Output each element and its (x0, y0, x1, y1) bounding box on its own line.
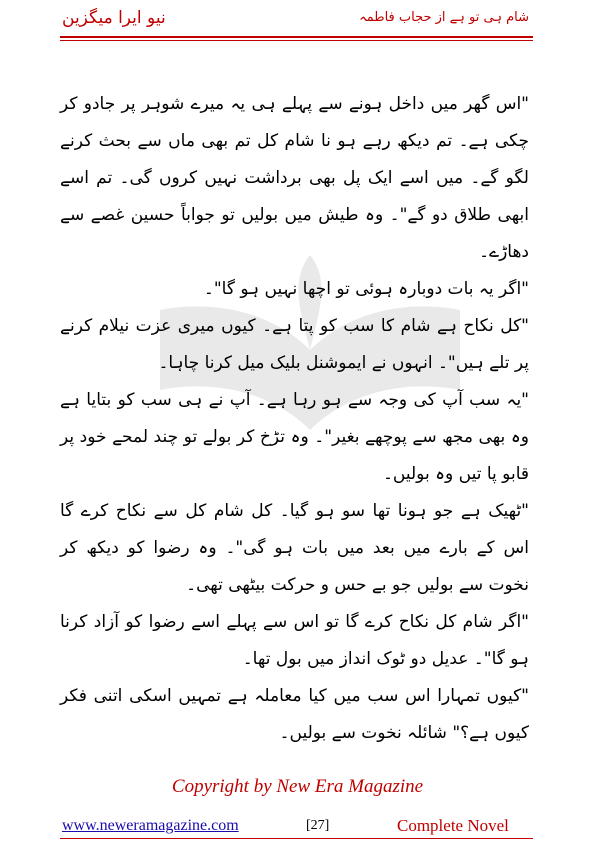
copyright-notice: Copyright by New Era Magazine (171, 776, 424, 797)
header-divider-thin (60, 40, 533, 41)
paragraph: "ٹھیک ہے جو ہونا تھا سو ہو گیا۔ کل شام کل سے نکاح کرے گا اس کے بارے میں بعد میں بات ہو گی"۔ وہ رضوا کو دیکھ کر نخوت سے بولیں جو بے حس و حرکت بیٹھی تھی۔ (60, 501, 529, 595)
story-body (60, 86, 529, 752)
website-link[interactable]: www.neweramagazine.com (62, 817, 239, 834)
paragraph: "اس گھر میں داخل ہونے سے پہلے ہی یہ میرے شوہر پر جادو کر چکی ہے۔ تم دیکھ رہے ہو نا شام کل تم بھی ماں سے بحث کرنے لگو گے۔ میں اسے ایک پل بھی برداشت نہیں کروں گی۔ تم اسے ابھی طلاق دو گے"۔ وہ طیش میں بولیں تو جواباً حسین غصے سے دھاڑے۔ (60, 94, 529, 262)
paragraph: "اگر یہ بات دوبارہ ہوئی تو اچھا نہیں ہو گا"۔ (203, 279, 529, 299)
novel-label: Complete Novel (397, 816, 509, 835)
header-divider (60, 36, 533, 38)
footer-divider (60, 838, 533, 839)
story-title: شام ہی تو ہے از حجاب فاطمہ (359, 10, 529, 25)
paragraph: "کل نکاح ہے شام کا سب کو پتا ہے۔ کیوں میری عزت نیلام کرنے پر تلے ہیں"۔ انہوں نے ایموشنل بلیک میل کرنا چاہا۔ (60, 316, 529, 373)
paragraph: "یہ سب آپ کی وجہ سے ہو رہا ہے۔ آپ نے ہی سب کو بتایا ہے وہ بھی مجھ سے پوچھے بغیر"۔ وہ تڑخ کر بولے تو چند لمحے خود پر قابو پا تیں وہ بولیں۔ (60, 390, 529, 484)
magazine-name: نیو ایرا میگزین (62, 8, 166, 28)
paragraph: "کیوں تمہارا اس سب میں کیا معاملہ ہے تمہیں اسکی اتنی فکر کیوں ہے؟" شائلہ نخوت سے بولیں۔ (60, 686, 529, 743)
paragraph: "اگر شام کل نکاح کرے گا تو اس سے پہلے اسے رضوا کو آزاد کرنا ہو گا"۔ عدیل دو ٹوک انداز میں بول تھا۔ (60, 612, 529, 669)
page-number: [27] (306, 818, 330, 833)
